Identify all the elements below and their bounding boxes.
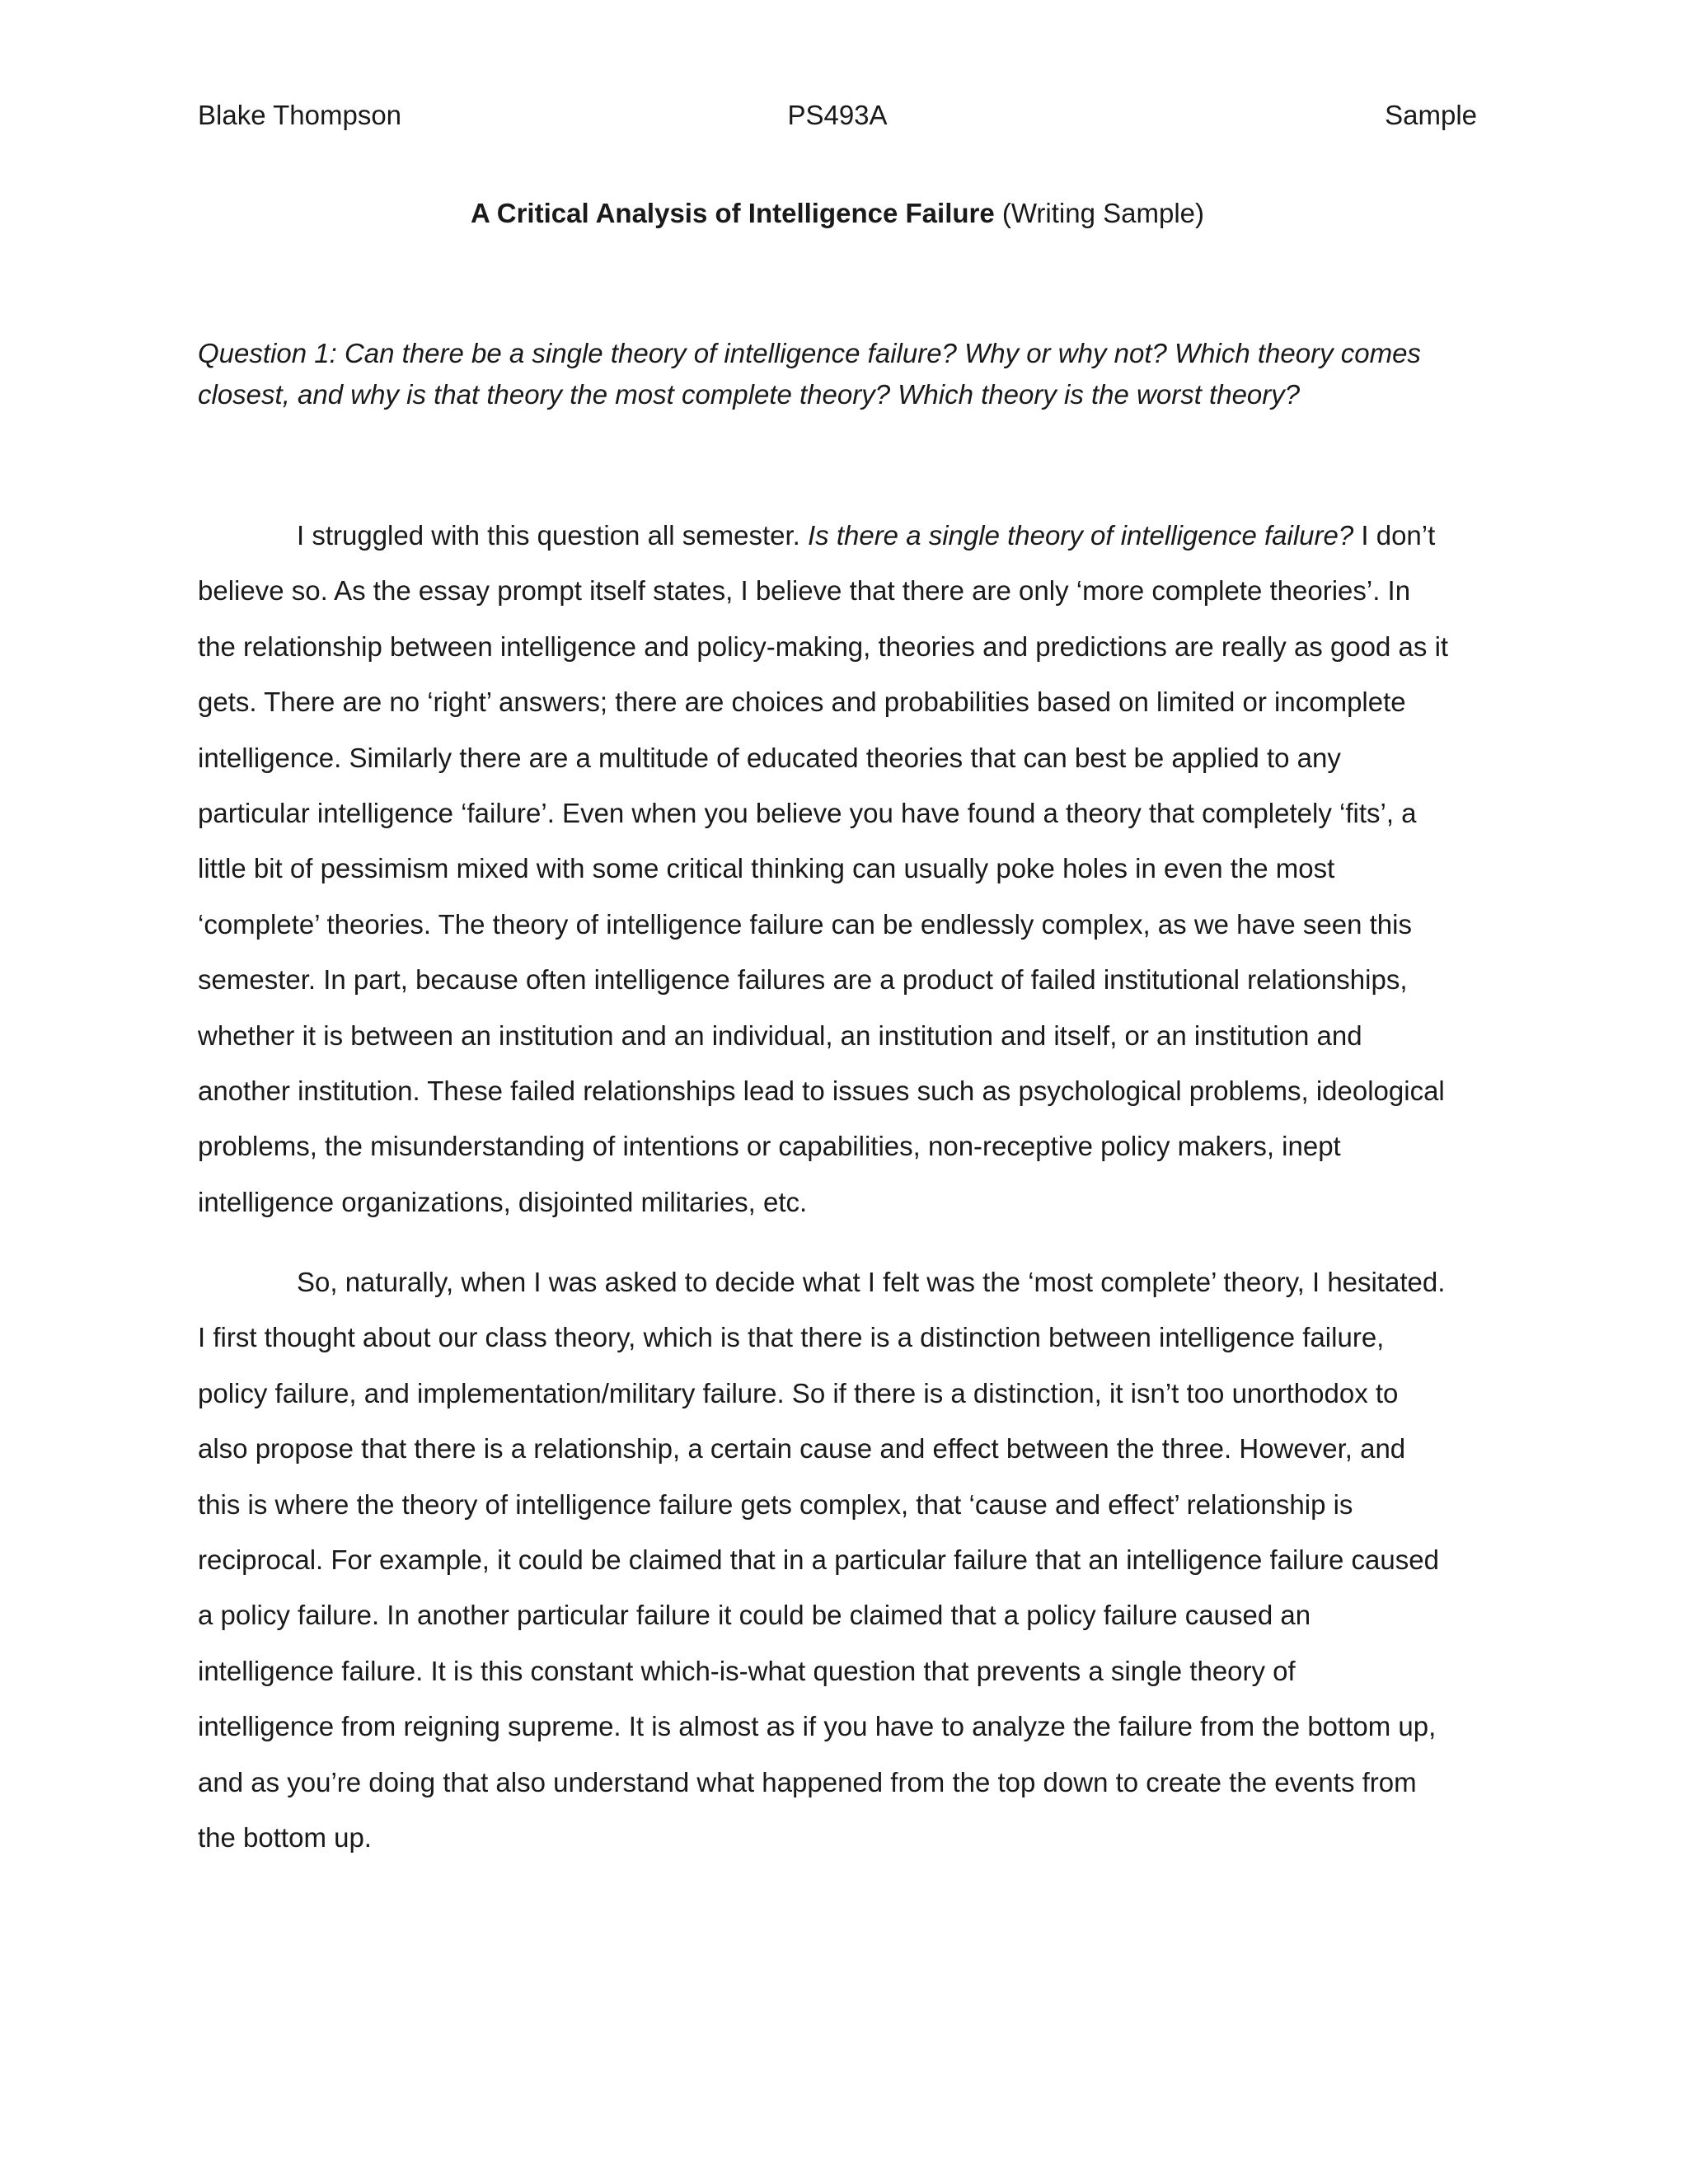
- title-suffix: (Writing Sample): [994, 198, 1205, 228]
- paragraph-1: [198, 508, 1484, 1230]
- paragraph-line: intelligence failure. It is this constant which-is-what question that prevents a single theory of: [198, 1655, 1296, 1686]
- paragraph-line: So, naturally, when I was asked to decide what I felt was the ‘most complete’ theory, I hesitated.: [297, 1267, 1446, 1297]
- paragraph-line: [198, 508, 1484, 563]
- header-label: Sample: [1385, 100, 1477, 130]
- header-author: Blake Thompson: [198, 100, 402, 130]
- paragraph-line: the bottom up.: [198, 1822, 372, 1854]
- paragraph-line: semester. In part, because often intelligence failures are a product of failed institutional relationships,: [198, 964, 1408, 996]
- paragraph-line: whether it is between an institution and an individual, an institution and itself, or an institution and: [198, 1019, 1362, 1051]
- paragraph-line: little bit of pessimism mixed with some critical thinking can usually poke holes in even the most: [198, 853, 1335, 884]
- paragraph-line-text: I struggled with this question all semester.: [297, 520, 808, 551]
- paragraph-line: policy failure, and implementation/military failure. So if there is a distinction, it isn’t too unorthodox to: [198, 1377, 1399, 1408]
- page-header: [198, 97, 1477, 134]
- question-line: Question 1: Can there be a single theory of intelligence failure? Why or why not? Which theory comes: [198, 338, 1421, 368]
- paragraph-line: believe so. As the essay prompt itself states, I believe that there are only ‘more complete theories’. In: [198, 575, 1411, 607]
- paragraph-line-emphasis: Is there a single theory of intelligence failure?: [807, 520, 1354, 551]
- paragraph-line: I first thought about our class theory, which is that there is a distinction between intelligence failure,: [198, 1322, 1385, 1353]
- paragraph-line: also propose that there is a relationship, a certain cause and effect between the three. However, and: [198, 1433, 1406, 1465]
- paragraph-line: a policy failure. In another particular failure it could be claimed that a policy failure caused an: [198, 1600, 1311, 1631]
- title-main: A Critical Analysis of Intelligence Failure: [470, 198, 995, 228]
- paragraph-line: gets. There are no ‘right’ answers; there are choices and probabilities based on limited or incomplete: [198, 687, 1406, 718]
- paragraph-line: reciprocal. For example, it could be claimed that in a particular failure that an intelligence failure caused: [198, 1544, 1439, 1576]
- essay-question: [198, 333, 1477, 415]
- paragraph-line-text: I don’t: [1353, 520, 1436, 551]
- paragraph-line: ‘complete’ theories. The theory of intelligence failure can be endlessly complex, as we have seen this: [198, 908, 1412, 940]
- paragraph-2: [198, 1254, 1484, 1865]
- document-title: [198, 195, 1477, 232]
- question-line: closest, and why is that theory the most complete theory? Which theory is the worst theory?: [198, 379, 1301, 410]
- header-course: PS493A: [787, 100, 888, 130]
- paragraph-line: and as you’re doing that also understand what happened from the top down to create the events from: [198, 1766, 1417, 1797]
- paragraph-line: problems, the misunderstanding of intentions or capabilities, non-receptive policy makers, inept: [198, 1131, 1341, 1162]
- paragraph-line: intelligence from reigning supreme. It is almost as if you have to analyze the failure from the bottom up,: [198, 1711, 1437, 1742]
- paragraph-line: this is where the theory of intelligence failure gets complex, that ‘cause and effect’ relationship is: [198, 1488, 1353, 1520]
- paragraph-line: another institution. These failed relationships lead to issues such as psychological problems, ideological: [198, 1076, 1445, 1107]
- paragraph-line: the relationship between intelligence and policy-making, theories and predictions are really as good as it: [198, 630, 1449, 662]
- paragraph-line: intelligence organizations, disjointed militaries, etc.: [198, 1186, 808, 1217]
- paragraph-line: intelligence. Similarly there are a multitude of educated theories that can best be applied to any: [198, 742, 1341, 773]
- paragraph-line: particular intelligence ‘failure’. Even when you believe you have found a theory that completely ‘fits’, a: [198, 798, 1417, 829]
